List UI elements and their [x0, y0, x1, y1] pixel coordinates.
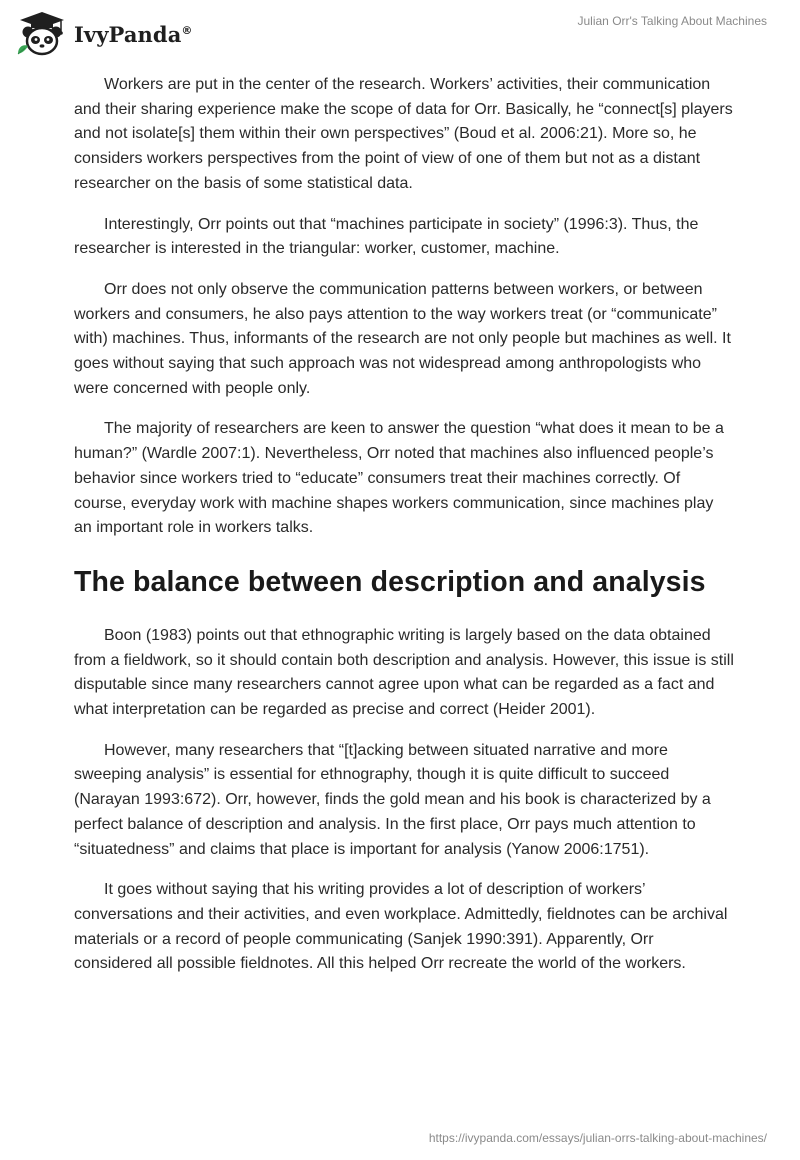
paragraph: Interestingly, Orr points out that “machines participate in society” (1996:3). Thus, the researcher is interested in the triangular: worker, customer, machine.: [74, 215, 699, 258]
registered-mark: ®: [181, 23, 193, 37]
panda-graduate-icon: [14, 10, 70, 58]
paragraph: However, many researchers that “[t]acking between situated narrative and more sweeping analysis” is essential for ethnography, though it is quite difficult to succeed (Narayan 1993:672). Orr, however, finds the gold mean and his book is characterized by a perfect balance of description and analysis. In the first place, Orr pays much attention to “situatedness” and claims that place is important for analysis (Yanow 2006:1751).: [74, 741, 711, 858]
paragraph: Boon (1983) points out that ethnographic writing is largely based on the data obtained from a fieldwork, so it should contain both description and analysis. However, this issue is still disputable since many researchers cannot agree upon what can be regarded as a fact and what interpretation can be regarded as precise and correct (Heider 2001).: [74, 626, 734, 719]
paragraph: Workers are put in the center of the research. Workers’ activities, their communication and their sharing experience make the scope of data for Orr. Basically, he “connect[s] players and not isolate[s] them within their own perspectives” (Boud et al. 2006:21). More so, he considers workers perspectives from the point of view of one of them but not as a distant researcher on the basis of some statistical data.: [74, 76, 733, 192]
paragraph: It goes without saying that his writing provides a lot of description of workers’ conversations and their activities, and even workplace. Admittedly, fieldnotes can be archival materials or a record of people communicating (Sanjek 1990:391). Apparently, Orr considered all possible fieldnotes. All this helped Orr recreate the world of the workers.: [74, 881, 728, 973]
paragraph: The majority of researchers are keen to answer the question “what does it mean to be a human?” (Wardle 2007:1). Nevertheless, Orr noted that machines also influenced people’s behavior since workers tried to “educate” consumers treat their machines correctly. Of course, everyday work with machine shapes workers communication, since machines play an important role in workers talks.: [74, 420, 724, 537]
paragraph: Orr does not only observe the communication patterns between workers, or between workers and consumers, he also pays attention to the way workers treat (or “communicate” with) machines. Thus, informants of the research are not only people but machines as well. It goes without saying that such approach was not widespread among anthropologists who were concerned with people only.: [74, 280, 731, 397]
document-title: Julian Orr's Talking About Machines: [577, 14, 767, 28]
section-heading: The balance between description and analysis: [74, 565, 706, 598]
essay-body: [74, 73, 734, 993]
brand-name: IvyPanda®: [74, 21, 193, 47]
source-url[interactable]: https://ivypanda.com/essays/julian-orrs-talking-about-machines/: [428, 1131, 767, 1145]
page-header: [0, 0, 800, 66]
ivypanda-logo[interactable]: [14, 10, 193, 58]
